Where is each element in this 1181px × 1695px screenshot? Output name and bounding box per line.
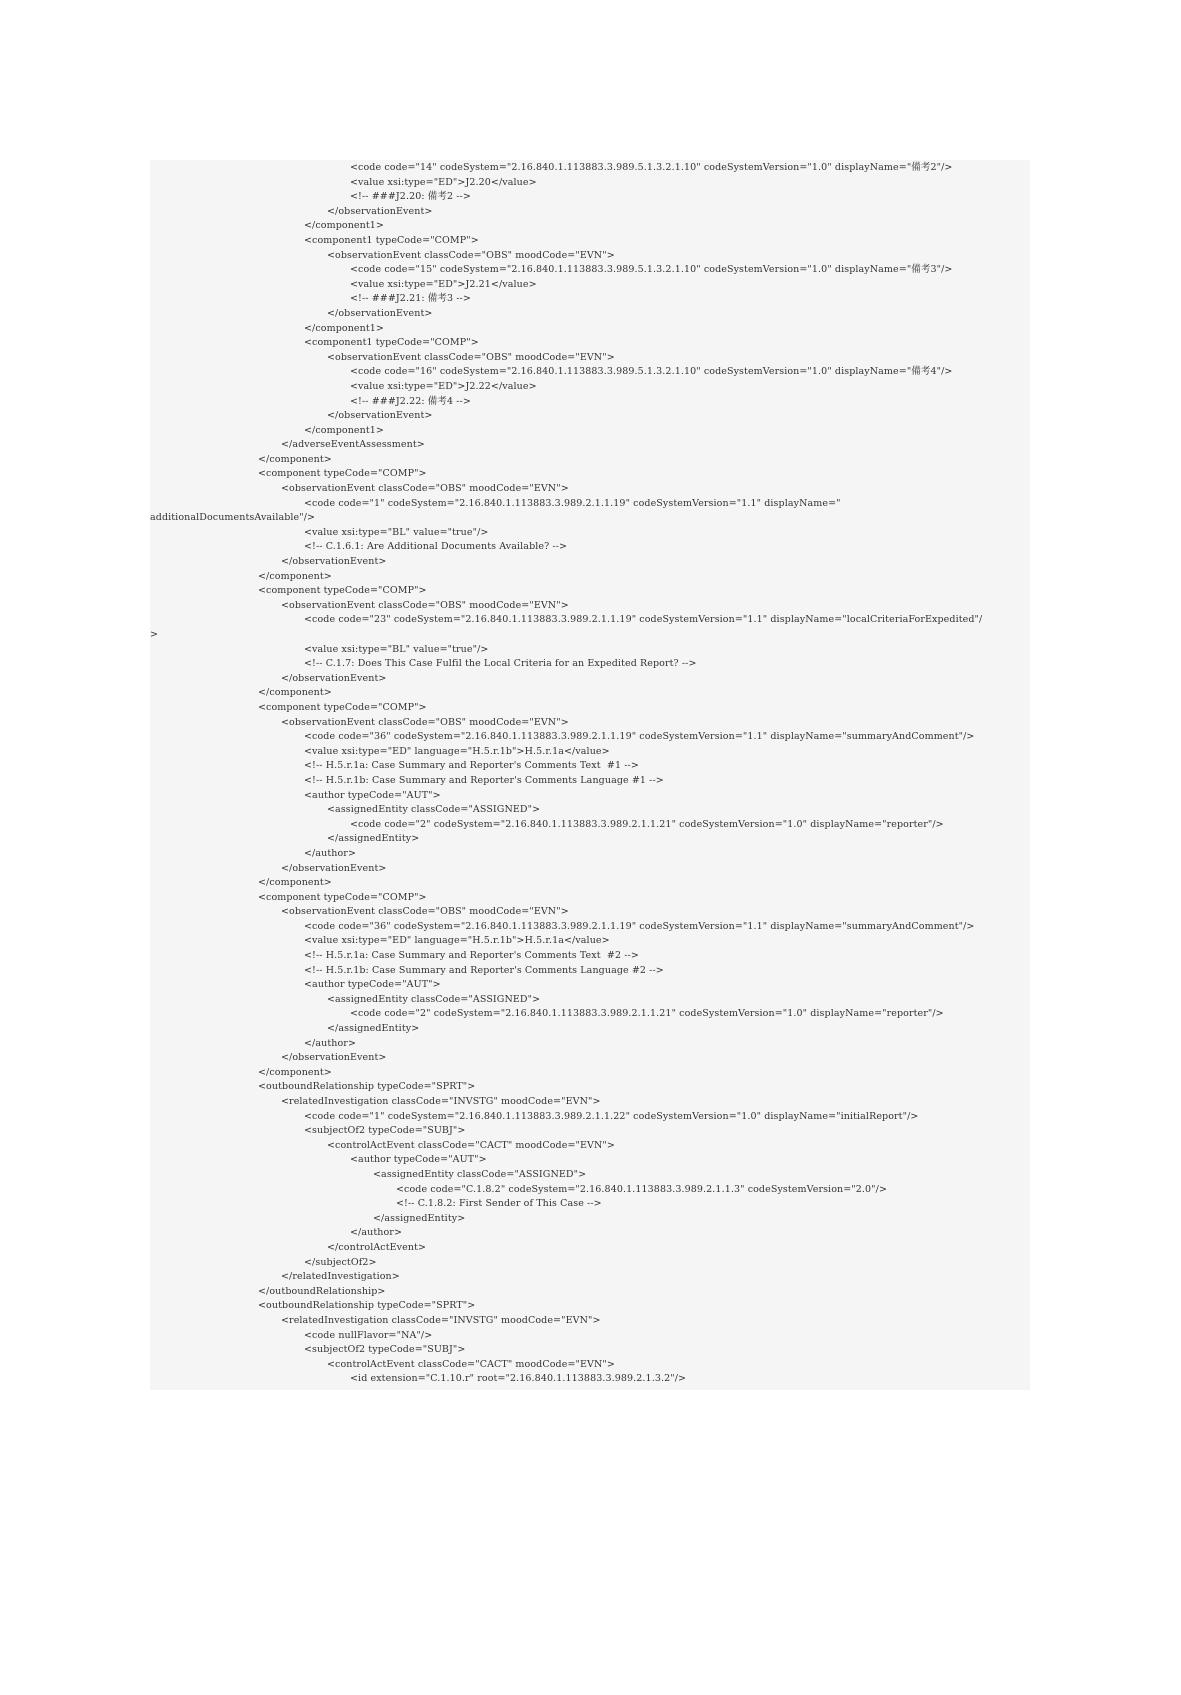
code-line: <value xsi:type="ED">J2.21</value> (350, 278, 537, 290)
code-line: <code nullFlavor="NA"/> (304, 1329, 433, 1341)
code-line: </observationEvent> (327, 205, 433, 217)
code-line: </component1> (304, 424, 384, 436)
code-line: </observationEvent> (281, 556, 387, 568)
code-line: </component> (258, 570, 332, 582)
code-line: <!-- H.5.r.1b: Case Summary and Reporter's Comments Language #1 --> (304, 774, 664, 786)
code-line: <author typeCode="AUT"> (304, 979, 441, 991)
code-line: </author> (304, 847, 356, 859)
code-line: <!-- C.1.8.2: First Sender of This Case --> (396, 1198, 602, 1210)
code-line: <subjectOf2 typeCode="SUBJ"> (304, 1344, 466, 1356)
code-line: <code code="14" codeSystem="2.16.840.1.113883.3.989.5.1.3.2.1.10" codeSystemVersion="1.0" displayName="備考2"/> (350, 162, 953, 173)
code-line: </assignedEntity> (327, 1023, 420, 1035)
code-line: </author> (304, 1037, 356, 1049)
code-line: > (150, 629, 159, 640)
code-line: <component1 typeCode="COMP"> (304, 337, 479, 349)
code-line: <!-- ###J2.20: 備考2 --> (350, 191, 471, 203)
code-line: <component typeCode="COMP"> (258, 585, 427, 597)
code-line: </observationEvent> (281, 1052, 387, 1064)
code-line: <component typeCode="COMP"> (258, 468, 427, 480)
code-line: <observationEvent classCode="OBS" moodCode="EVN"> (281, 483, 569, 495)
code-line: </outboundRelationship> (258, 1285, 386, 1297)
code-line: <value xsi:type="ED">J2.22</value> (350, 380, 537, 392)
code-line: <value xsi:type="ED" language="H.5.r.1b">H.5.r.1a</value> (304, 745, 610, 757)
code-line: <code code="36" codeSystem="2.16.840.1.113883.3.989.2.1.1.19" codeSystemVersion="1.1" displayName="summaryAndComment"/> (304, 731, 975, 743)
code-line: <observationEvent classCode="OBS" moodCode="EVN"> (281, 906, 569, 918)
code-line: <assignedEntity classCode="ASSIGNED"> (373, 1168, 587, 1180)
code-line: <code code="C.1.8.2" codeSystem="2.16.840.1.113883.3.989.2.1.1.3" codeSystemVersion="2.0"/> (396, 1183, 888, 1195)
code-line: <author typeCode="AUT"> (304, 789, 441, 801)
code-line: <!-- ###J2.21: 備考3 --> (350, 293, 471, 305)
code-line: </component> (258, 687, 332, 699)
code-line: </adverseEventAssessment> (281, 439, 425, 451)
code-line: </assignedEntity> (327, 833, 420, 845)
code-line: additionalDocumentsAvailable"/> (150, 512, 316, 524)
code-line: <component typeCode="COMP"> (258, 891, 427, 903)
code-line: <outboundRelationship typeCode="SPRT"> (258, 1300, 476, 1312)
code-line: </observationEvent> (327, 410, 433, 422)
code-line: <code code="15" codeSystem="2.16.840.1.113883.3.989.5.1.3.2.1.10" codeSystemVersion="1.0" displayName="備考3"/> (350, 264, 953, 276)
code-line: <observationEvent classCode="OBS" moodCode="EVN"> (281, 599, 569, 611)
code-line: <code code="1" codeSystem="2.16.840.1.113883.3.989.2.1.1.19" codeSystemVersion="1.1" displayName=" (304, 497, 841, 509)
code-line: <value xsi:type="BL" value="true"/> (304, 643, 489, 655)
code-line: </observationEvent> (327, 307, 433, 319)
code-line: <!-- C.1.6.1: Are Additional Documents Available? --> (304, 541, 568, 553)
code-line: </component1> (304, 322, 384, 334)
code-line: </relatedInvestigation> (281, 1271, 400, 1283)
code-line: <observationEvent classCode="OBS" moodCode="EVN"> (327, 249, 615, 261)
code-line: <!-- C.1.7: Does This Case Fulfil the Local Criteria for an Expedited Report? --> (304, 658, 697, 670)
code-line: <value xsi:type="ED" language="H.5.r.1b">H.5.r.1a</value> (304, 935, 610, 947)
code-line: <value xsi:type="ED">J2.20</value> (350, 176, 537, 188)
code-line: <component typeCode="COMP"> (258, 701, 427, 713)
code-line: <assignedEntity classCode="ASSIGNED"> (327, 993, 541, 1005)
code-line: <!-- H.5.r.1a: Case Summary and Reporter's Comments Text #2 --> (304, 950, 639, 962)
code-line: <!-- H.5.r.1a: Case Summary and Reporter's Comments Text #1 --> (304, 760, 639, 772)
code-line: <author typeCode="AUT"> (350, 1154, 487, 1166)
code-line: </observationEvent> (281, 672, 387, 684)
code-line: </component1> (304, 220, 384, 232)
code-line: </author> (350, 1227, 402, 1239)
code-line: <code code="1" codeSystem="2.16.840.1.113883.3.989.2.1.1.22" codeSystemVersion="1.0" displayName="initialReport"/> (304, 1110, 919, 1122)
code-line: <subjectOf2 typeCode="SUBJ"> (304, 1125, 466, 1137)
code-line: </controlActEvent> (327, 1241, 427, 1253)
code-line: <assignedEntity classCode="ASSIGNED"> (327, 804, 541, 816)
code-line: <controlActEvent classCode="CACT" moodCode="EVN"> (327, 1139, 615, 1151)
code-line: <observationEvent classCode="OBS" moodCode="EVN"> (281, 716, 569, 728)
code-line: </component> (258, 877, 332, 889)
code-line: <outboundRelationship typeCode="SPRT"> (258, 1081, 476, 1093)
code-line: <code code="2" codeSystem="2.16.840.1.113883.3.989.2.1.1.21" codeSystemVersion="1.0" displayName="reporter"/> (350, 818, 944, 830)
code-line: <observationEvent classCode="OBS" moodCode="EVN"> (327, 351, 615, 363)
code-line: <!-- ###J2.22: 備考4 --> (350, 395, 471, 407)
code-line: <code code="16" codeSystem="2.16.840.1.113883.3.989.5.1.3.2.1.10" codeSystemVersion="1.0" displayName="備考4"/> (350, 366, 953, 378)
code-line: <value xsi:type="BL" value="true"/> (304, 526, 489, 538)
code-line: <relatedInvestigation classCode="INVSTG" moodCode="EVN"> (281, 1096, 601, 1107)
code-line: <code code="23" codeSystem="2.16.840.1.113883.3.989.2.1.1.19" codeSystemVersion="1.1" displayName="localCriteriaForExpedited"/ (304, 614, 983, 626)
code-line: </assignedEntity> (373, 1212, 466, 1224)
code-line: </observationEvent> (281, 862, 387, 874)
code-line: <!-- H.5.r.1b: Case Summary and Reporter's Comments Language #2 --> (304, 964, 664, 976)
code-line: </subjectOf2> (304, 1256, 377, 1268)
code-line: </component> (258, 1066, 332, 1078)
code-line: </component> (258, 453, 332, 465)
code-line: <code code="36" codeSystem="2.16.840.1.113883.3.989.2.1.1.19" codeSystemVersion="1.1" displayName="summaryAndComment"/> (304, 920, 975, 932)
code-line: <relatedInvestigation classCode="INVSTG" moodCode="EVN"> (281, 1314, 601, 1326)
code-line: <code code="2" codeSystem="2.16.840.1.113883.3.989.2.1.1.21" codeSystemVersion="1.0" displayName="reporter"/> (350, 1008, 944, 1020)
code-line: <controlActEvent classCode="CACT" moodCode="EVN"> (327, 1358, 615, 1370)
code-line: <id extension="C.1.10.r" root="2.16.840.1.113883.3.989.2.1.3.2"/> (350, 1373, 687, 1385)
code-line: <component1 typeCode="COMP"> (304, 234, 479, 246)
xml-code-lines (150, 161, 1030, 1387)
